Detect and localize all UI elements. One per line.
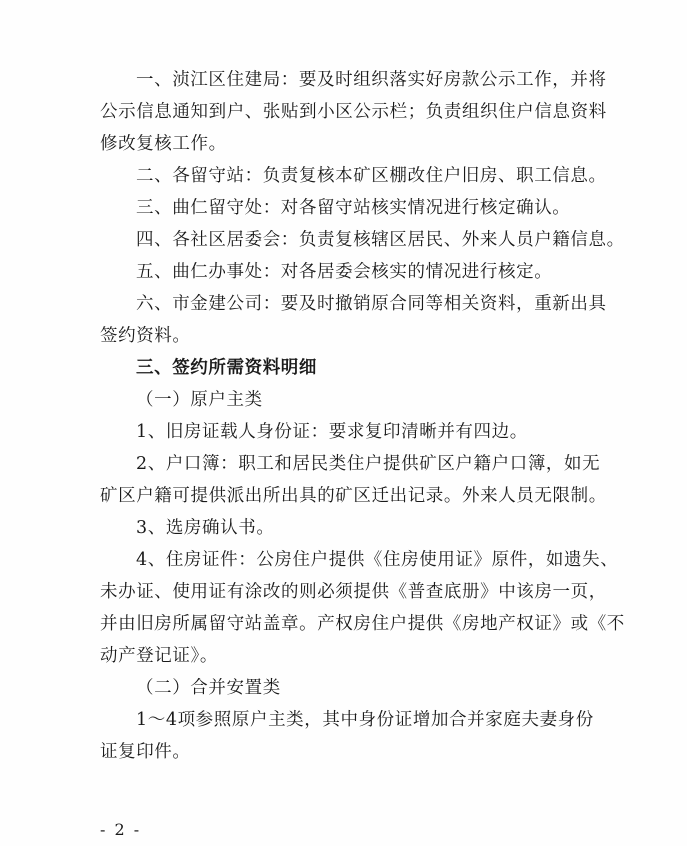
- document-body: [100, 64, 625, 768]
- section-heading: 三、签约所需资料明细: [136, 358, 317, 378]
- paragraph-line: 三、曲仁留守处：对各留守站核实情况进行核定确认。: [136, 198, 571, 218]
- paragraph-line: 六、市金建公司：要及时撤销原合同等相关资料，重新出具: [136, 294, 607, 314]
- paragraph-line: 五、曲仁办事处：对各居委会核实的情况进行核定。: [136, 262, 553, 282]
- paragraph-line: 证复印件。: [100, 742, 191, 762]
- paragraph-line: 一、浈江区住建局：要及时组织落实好房款公示工作，并将: [136, 70, 607, 90]
- paragraph-line: 动产登记证》。: [100, 646, 218, 666]
- paragraph-line: 修改复核工作。: [100, 134, 227, 154]
- paragraph-line: 四、各社区居委会：负责复核辖区居民、外来人员户籍信息。: [136, 230, 625, 250]
- subsection-heading: （二）合并安置类: [136, 678, 281, 698]
- list-item: 3、选房确认书。: [136, 518, 275, 538]
- list-item: 1、旧房证载人身份证：要求复印清晰并有四边。: [136, 422, 528, 442]
- paragraph-line: 二、各留守站：负责复核本矿区棚改住户旧房、职工信息。: [136, 166, 607, 186]
- paragraph-line: 并由旧房所属留守站盖章。产权房住户提供《房地产权证》或《不: [100, 614, 625, 634]
- list-item: 1～4项参照原户主类，其中身份证增加合并家庭夫妻身份: [136, 710, 594, 730]
- list-item: 4、住房证件：公房住户提供《住房使用证》原件，如遗失、: [136, 550, 619, 570]
- paragraph-line: 矿区户籍可提供派出所出具的矿区迁出记录。外来人员无限制。: [100, 486, 607, 506]
- page-number: - 2 -: [100, 820, 142, 839]
- list-item: 2、户口簿：职工和居民类住户提供矿区户籍户口簿，如无: [136, 454, 601, 474]
- paragraph-line: 签约资料。: [100, 326, 191, 346]
- paragraph-line: 未办证、使用证有涂改的则必须提供《普查底册》中该房一页，: [100, 582, 607, 602]
- paragraph-line: 公示信息通知到户、张贴到小区公示栏；负责组织住户信息资料: [100, 102, 607, 122]
- subsection-heading: （一）原户主类: [136, 390, 263, 410]
